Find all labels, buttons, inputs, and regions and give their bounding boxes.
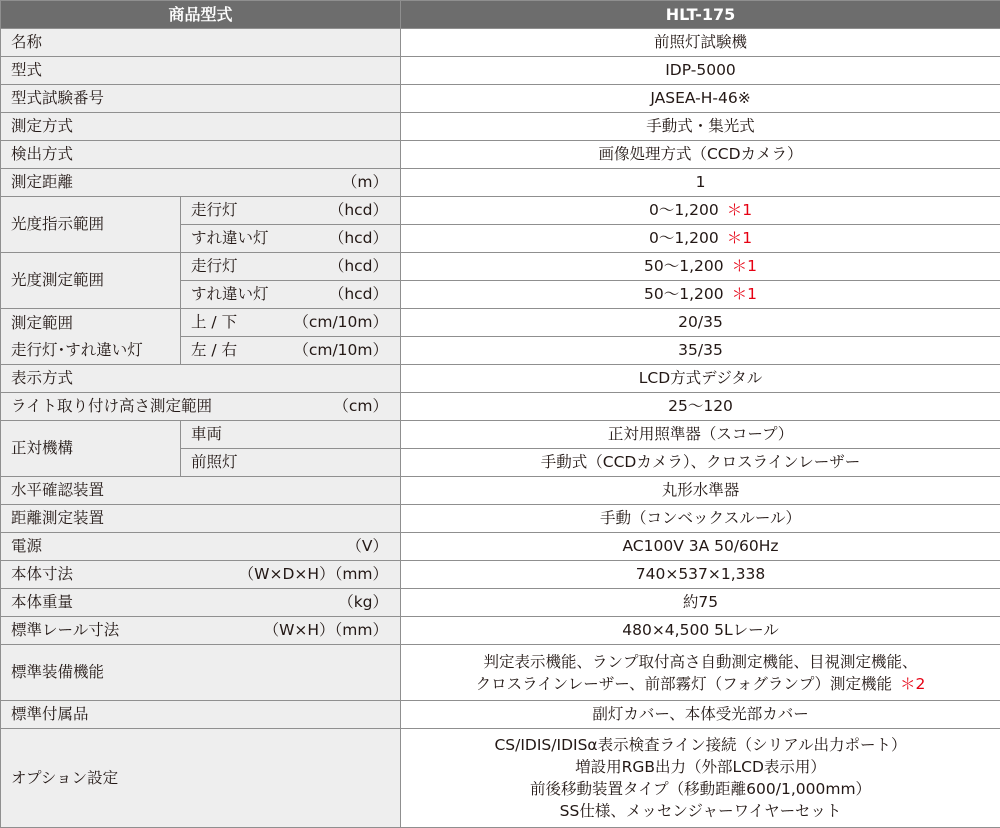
row-dist-device	[1, 505, 1000, 533]
sublabel-range-1	[181, 309, 401, 337]
value-range-2: 35/35	[401, 337, 1000, 365]
unit-text: （cm/10m）	[293, 341, 388, 360]
value-range-1: 20/35	[401, 309, 1000, 337]
row-approval	[1, 85, 1000, 113]
sublabel-text: すれ違い灯	[191, 229, 269, 248]
value-mount-height: 25〜120	[401, 393, 1000, 421]
row-model	[1, 57, 1000, 85]
label-intensity-measure: 光度測定範囲	[1, 253, 181, 309]
sublabel-alignment-2: 前照灯	[181, 449, 401, 477]
unit-text: （hcd）	[329, 285, 388, 304]
label-range	[1, 309, 181, 365]
label-options: オプション設定	[1, 729, 401, 828]
label-detection: 検出方式	[1, 141, 401, 169]
value-text: 0〜1,200	[649, 201, 719, 219]
value-intensity-measure-2	[401, 281, 1000, 309]
label-dist-device: 距離測定装置	[1, 505, 401, 533]
row-display	[1, 365, 1000, 393]
unit-distance: （m）	[342, 173, 388, 192]
value-text: 0〜1,200	[649, 229, 719, 247]
value-model: IDP-5000	[401, 57, 1000, 85]
label-accessories: 標準付属品	[1, 701, 401, 729]
label-distance-text: 測定距離	[11, 173, 73, 192]
sublabel-intensity-display-2	[181, 225, 401, 253]
label-mount-height	[1, 393, 401, 421]
header-row	[1, 1, 1000, 29]
label-weight	[1, 589, 401, 617]
unit-text: （hcd）	[329, 257, 388, 276]
label-rail	[1, 617, 401, 645]
unit-text: （hcd）	[329, 201, 388, 220]
header-model-value: HLT-175	[401, 1, 1000, 29]
label-model: 型式	[1, 57, 401, 85]
label-text: ライト取り付け高さ測定範囲	[11, 397, 212, 416]
footnote-mark: ＊1	[732, 257, 757, 275]
label-intensity-display: 光度指示範囲	[1, 197, 181, 253]
sublabel-text: 走行灯	[191, 201, 238, 220]
sublabel-intensity-measure-1	[181, 253, 401, 281]
row-rail	[1, 617, 1000, 645]
value-features	[401, 645, 1000, 701]
row-power	[1, 533, 1000, 561]
label-alignment: 正対機構	[1, 421, 181, 477]
value-detection: 画像処理方式（CCDカメラ）	[401, 141, 1000, 169]
features-line-2-text: クロスラインレーザー、前部霧灯（フォグランプ）測定機能	[476, 675, 892, 693]
option-line-4: SS仕様、メッセンジャーワイヤーセット	[401, 800, 1000, 822]
label-range-line2: 走行灯･すれ違い灯	[11, 337, 180, 364]
value-dimensions: 740×537×1,338	[401, 561, 1000, 589]
label-method: 測定方式	[1, 113, 401, 141]
value-alignment-2: 手動式（CCDカメラ）、クロスラインレーザー	[401, 449, 1000, 477]
footnote-mark: ＊1	[727, 229, 752, 247]
row-options	[1, 729, 1000, 828]
label-level: 水平確認装置	[1, 477, 401, 505]
footnote-mark: ＊1	[727, 201, 752, 219]
label-display: 表示方式	[1, 365, 401, 393]
row-distance	[1, 169, 1000, 197]
unit-text: （cm/10m）	[293, 313, 388, 332]
label-text: 本体寸法	[11, 565, 73, 584]
value-power: AC100V 3A 50/60Hz	[401, 533, 1000, 561]
row-weight	[1, 589, 1000, 617]
row-intensity-measure-1	[1, 253, 1000, 281]
value-name: 前照灯試験機	[401, 29, 1000, 57]
label-text: 標準レール寸法	[11, 621, 119, 640]
label-power	[1, 533, 401, 561]
row-alignment-1	[1, 421, 1000, 449]
row-mount-height	[1, 393, 1000, 421]
label-name: 名称	[1, 29, 401, 57]
footnote-mark: ＊2	[900, 675, 925, 693]
row-level	[1, 477, 1000, 505]
row-accessories	[1, 701, 1000, 729]
value-dist-device: 手動（コンベックスルール）	[401, 505, 1000, 533]
row-features	[1, 645, 1000, 701]
value-options	[401, 729, 1000, 828]
value-alignment-1: 正対用照準器（スコープ）	[401, 421, 1000, 449]
sublabel-range-2	[181, 337, 401, 365]
label-range-line1: 測定範囲	[11, 310, 180, 337]
option-line-3: 前後移動装置タイプ（移動距離600/1,000mm）	[401, 778, 1000, 800]
header-model-label: 商品型式	[1, 1, 401, 29]
label-features: 標準装備機能	[1, 645, 401, 701]
unit-text: （W×H）（mm）	[264, 621, 388, 640]
value-method: 手動式・集光式	[401, 113, 1000, 141]
option-line-1: CS/IDIS/IDISα表示検査ライン接続（シリアル出力ポート）	[401, 734, 1000, 756]
label-distance	[1, 169, 401, 197]
sublabel-text: すれ違い灯	[191, 285, 269, 304]
value-intensity-measure-1	[401, 253, 1000, 281]
label-dimensions	[1, 561, 401, 589]
row-range-1	[1, 309, 1000, 337]
unit-text: （cm）	[333, 397, 388, 416]
value-approval: JASEA-H-46※	[401, 85, 1000, 113]
value-weight: 約75	[401, 589, 1000, 617]
sublabel-alignment-1: 車両	[181, 421, 401, 449]
sublabel-text: 左 / 右	[191, 341, 237, 360]
value-intensity-display-2	[401, 225, 1000, 253]
row-dimensions	[1, 561, 1000, 589]
label-text: 電源	[11, 537, 42, 556]
unit-text: （hcd）	[329, 229, 388, 248]
value-text: 50〜1,200	[644, 257, 724, 275]
value-display: LCD方式デジタル	[401, 365, 1000, 393]
sublabel-intensity-measure-2	[181, 281, 401, 309]
unit-text: （W×D×H）（mm）	[239, 565, 388, 584]
value-text: 50〜1,200	[644, 285, 724, 303]
sublabel-text: 上 / 下	[191, 313, 237, 332]
sublabel-intensity-display-1	[181, 197, 401, 225]
option-line-2: 増設用RGB出力（外部LCD表示用）	[401, 756, 1000, 778]
sublabel-text: 走行灯	[191, 257, 238, 276]
label-text: 本体重量	[11, 593, 73, 612]
footnote-mark: ＊1	[732, 285, 757, 303]
unit-text: （kg）	[338, 593, 388, 612]
value-level: 丸形水準器	[401, 477, 1000, 505]
label-approval: 型式試験番号	[1, 85, 401, 113]
row-method	[1, 113, 1000, 141]
unit-text: （V）	[346, 537, 388, 556]
features-line-2	[401, 673, 1000, 695]
features-line-1: 判定表示機能、ランプ取付高さ自動測定機能、目視測定機能、	[401, 651, 1000, 673]
value-accessories: 副灯カバー、本体受光部カバー	[401, 701, 1000, 729]
value-distance: 1	[401, 169, 1000, 197]
row-intensity-display-1	[1, 197, 1000, 225]
row-detection	[1, 141, 1000, 169]
value-rail: 480×4,500 5Lレール	[401, 617, 1000, 645]
value-intensity-display-1	[401, 197, 1000, 225]
row-name	[1, 29, 1000, 57]
